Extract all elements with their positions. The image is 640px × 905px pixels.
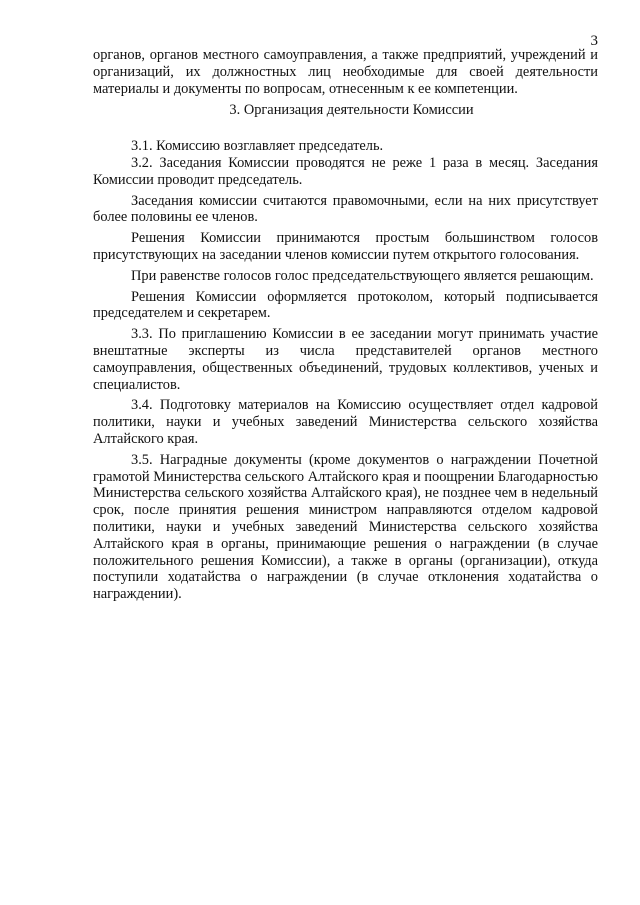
section-heading: 3. Организация деятельности Комиссии bbox=[229, 102, 474, 119]
paragraph-decisions: Решения Комиссии принимаются простым большинством голосов присутствующих на заседании членов комиссии путем открытого голосования. bbox=[93, 230, 598, 263]
intro-paragraph: органов, органов местного самоуправления, а также предприятий, учреждений и организаций, их должностных лиц необходимые для своей деятельности материалы и документы по вопросам, отнесенным к ее компетенции. bbox=[93, 47, 598, 97]
paragraph-protocol: Решения Комиссии оформляется протоколом, который подписывается председателем и секретарем. bbox=[93, 288, 598, 322]
paragraph-3-1: 3.1. Комиссию возглавляет председатель. bbox=[131, 138, 384, 155]
paragraph-3-2: 3.2. Заседания Комиссии проводятся не реже 1 раза в месяц. Заседания Комиссии проводит председатель. bbox=[93, 154, 598, 188]
document-body bbox=[93, 47, 598, 603]
paragraph-quorum: Заседания комиссии считаются правомочными, если на них присутствует более половины ее членов. bbox=[93, 192, 598, 226]
paragraph-tie-vote: При равенстве голосов голос председательствующего является решающим. bbox=[131, 267, 594, 284]
paragraph-3-3: 3.3. По приглашению Комиссии в ее заседании могут принимать участие внештатные эксперты из числа представителей органов местного самоуправления, общественных объединений, трудовых коллективов, ученых и специалистов. bbox=[93, 326, 598, 393]
paragraph-3-4: 3.4. Подготовку материалов на Комиссию осуществляет отдел кадровой политики, науки и учебных заведений Министерства сельского хозяйства Алтайского края. bbox=[93, 397, 598, 447]
paragraph-3-5: 3.5. Наградные документы (кроме документов о награждении Почетной грамотой Министерства сельского Алтайского края и поощрении Благодарностью Министерства сельского хозяйства Алтайского края), не позднее чем в недельный срок, после принятия решения министром направляются отделом кадровой политики, науки и учебных заведений Министерства сельского хозяйства Алтайского края в органы, принимающие решения о награждении (в случае положительного решения Комиссии), а также в органы (организации), откуда поступили ходатайства о награждении (в случае отклонения ходатайства о награждении). bbox=[93, 451, 598, 603]
page-number: 3 bbox=[590, 33, 598, 49]
